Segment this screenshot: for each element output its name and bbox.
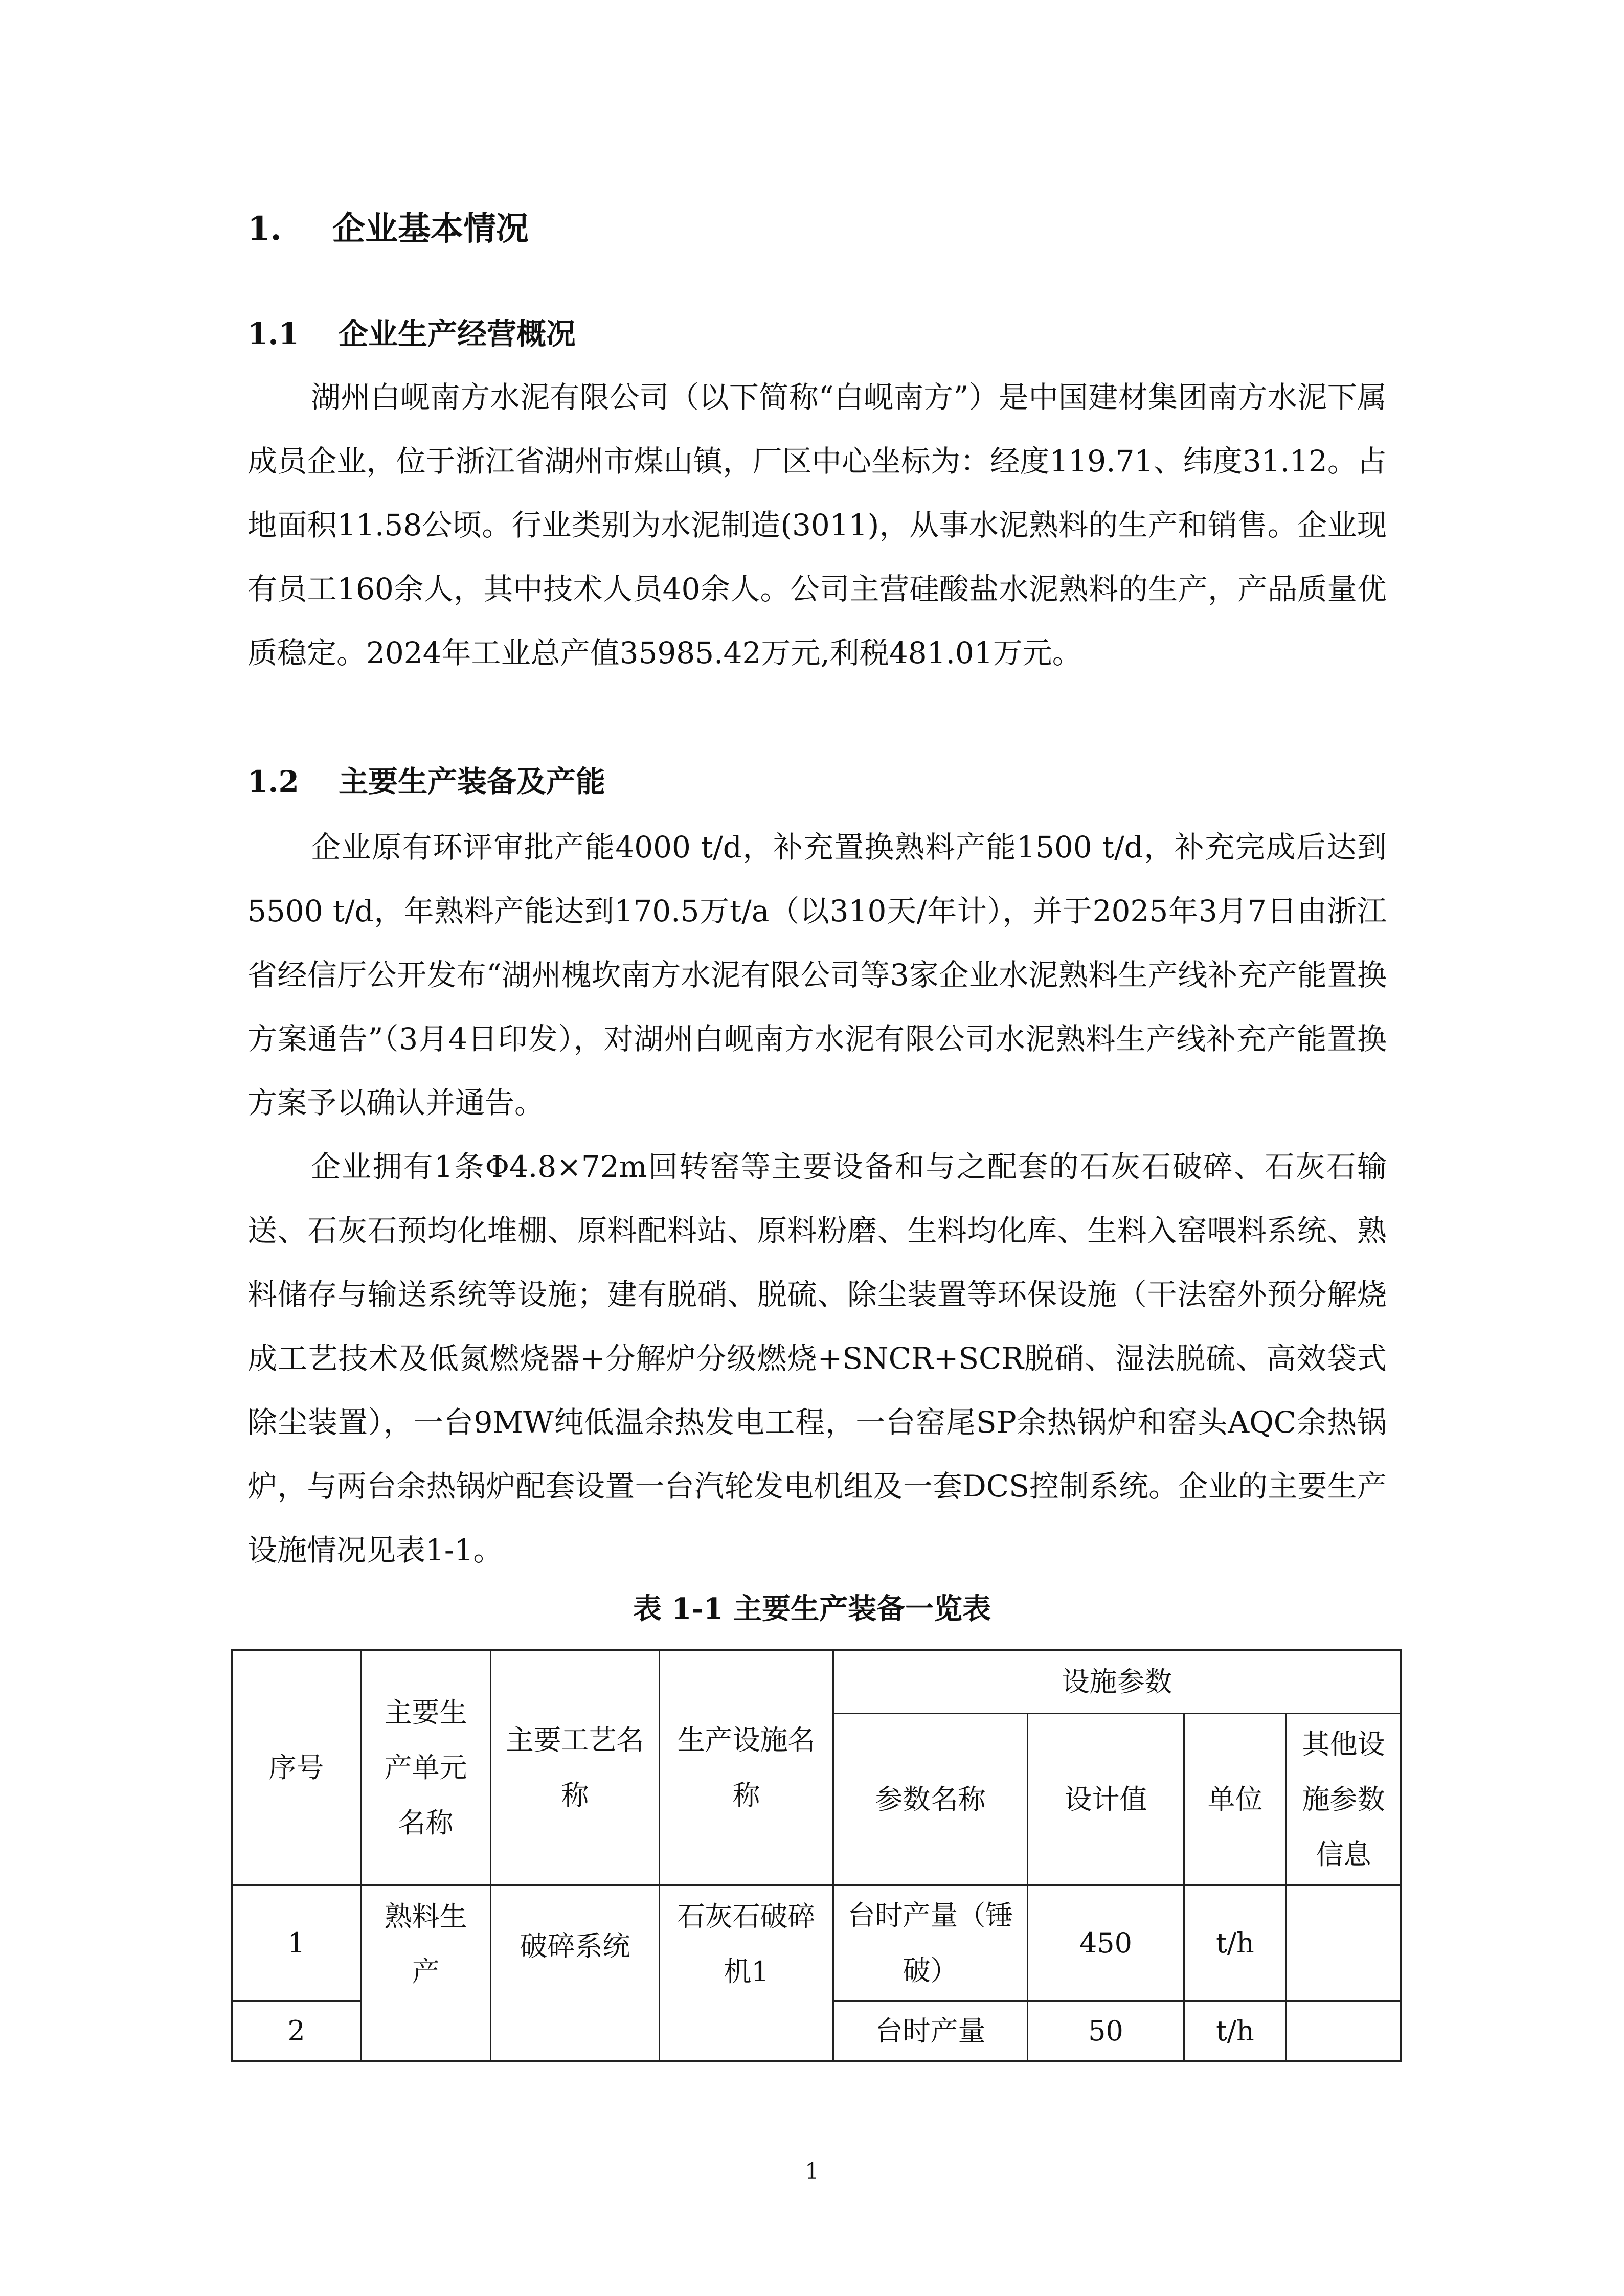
- header-other-info: 其他设施参数信息: [1287, 1714, 1401, 1885]
- cell-other: [1287, 2001, 1401, 2061]
- heading-number: 1.1: [247, 316, 299, 351]
- heading-title: 企业基本情况: [332, 210, 529, 248]
- paragraph-capacity: 企业原有环评审批产能4000 t/d，补充置换熟料产能1500 t/d，补充完成后达到5500 t/d，年熟料产能达到170.5万t/a（以310天/年计），并于2025年3月7日由浙江省经信厅公开发布“湖州槐坎南方水泥有限公司等3家企业水泥熟料生产线补充产能置换方案通告”（3月4日印发），对湖州白岘南方水泥有限公司水泥熟料生产线补充产能置换方案予以确认并通告。: [247, 830, 1387, 1120]
- equipment-table: [231, 1649, 1402, 2062]
- cell-param-name: 台时产量（锤破）: [833, 1885, 1028, 2001]
- header-process: 主要工艺名称: [491, 1650, 660, 1885]
- cell-unit: 熟料生产: [361, 1885, 491, 2061]
- heading-title: 企业生产经营概况: [339, 316, 576, 351]
- cell-design-value: 450: [1028, 1885, 1184, 2001]
- header-param-name: 参数名称: [833, 1714, 1028, 1885]
- table-row: [232, 1885, 1401, 2001]
- cell-param-name: 台时产量: [833, 2001, 1028, 2061]
- header-design-value: 设计值: [1028, 1714, 1184, 1885]
- paragraph-equipment: 企业拥有1条Φ4.8×72m回转窑等主要设备和与之配套的石灰石破碎、石灰石输送、石灰石预均化堆棚、原料配料站、原料粉磨、生料均化库、生料入窑喂料系统、熟料储存与输送系统等设施；建有脱硝、脱硫、除尘装置等环保设施（干法窑外预分解烧成工艺技术及低氮燃烧器+分解炉分级燃烧+SNCR+SCR脱硝、湿法脱硫、高效袋式除尘装置），一台9MW纯低温余热发电工程，一台窑尾SP余热锅炉和窑头AQC余热锅炉，与两台余热锅炉配套设置一台汽轮发电机组及一套DCS控制系统。企业的主要生产设施情况见表1-1。: [247, 1149, 1387, 1567]
- cell-seq: 1: [232, 1885, 361, 2001]
- page-number: 1: [805, 2158, 819, 2185]
- header-params-group: 设施参数: [833, 1650, 1401, 1714]
- cell-unit-of-measure: t/h: [1184, 2001, 1287, 2061]
- header-facility: 生产设施名称: [660, 1650, 833, 1885]
- table-caption: 表 1-1 主要生产装备一览表: [633, 1592, 991, 1626]
- cell-design-value: 50: [1028, 2001, 1184, 2061]
- subsection-heading-1-1: [247, 315, 576, 352]
- header-unit: 主要生产单元名称: [361, 1650, 491, 1885]
- section-heading-1: [247, 209, 529, 249]
- header-seq: 序号: [232, 1650, 361, 1885]
- heading-number: 1.2: [247, 764, 299, 799]
- cell-other: [1287, 1885, 1401, 2001]
- cell-seq: 2: [232, 2001, 361, 2061]
- paragraph-company-overview: 湖州白岘南方水泥有限公司（以下简称“白岘南方”）是中国建材集团南方水泥下属成员企业，位于浙江省湖州市煤山镇，厂区中心坐标为：经度119.71、纬度31.12。占地面积11.58公顷。行业类别为水泥制造(3011)，从事水泥熟料的生产和销售。企业现有员工160余人，其中技术人员40余人。公司主营硅酸盐水泥熟料的生产，产品质量优质稳定。2024年工业总产值35985.42万元,利税481.01万元。: [247, 380, 1387, 670]
- heading-title: 主要生产装备及产能: [339, 764, 606, 799]
- cell-process: 破碎系统: [491, 1885, 660, 2061]
- subsection-heading-1-2: [247, 763, 605, 800]
- heading-number: 1.: [247, 210, 282, 248]
- cell-unit-of-measure: t/h: [1184, 1885, 1287, 2001]
- header-unit-of-measure: 单位: [1184, 1714, 1287, 1885]
- table-header-row: [232, 1650, 1401, 1714]
- cell-facility: 石灰石破碎机1: [660, 1885, 833, 2061]
